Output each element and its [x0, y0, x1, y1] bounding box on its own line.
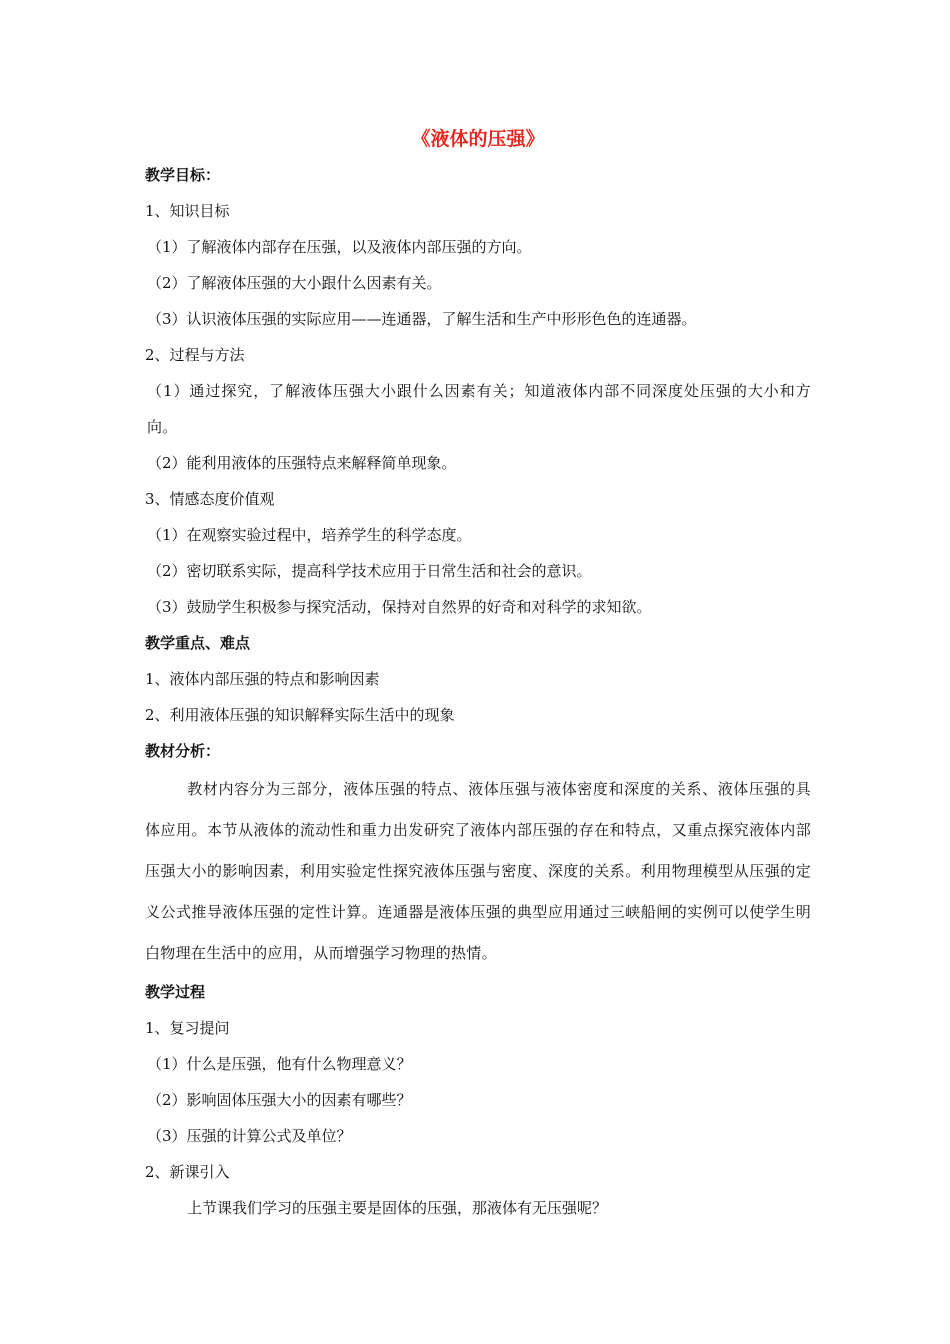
process-heading: 2、过程与方法: [145, 346, 245, 364]
analysis-heading: 教材分析：: [145, 742, 221, 760]
emotion-item: （1）在观察实验过程中，培养学生的科学态度。: [147, 526, 472, 544]
key-points-heading: 教学重点、难点: [145, 634, 251, 652]
review-item: （2）影响固体压强大小的因素有哪些？: [147, 1091, 412, 1109]
key-point-item: 1、液体内部压强的特点和影响因素: [145, 670, 380, 688]
process-item: （2）能利用液体的压强特点来解释简单现象。: [147, 454, 457, 472]
emotion-item: （3）鼓励学生积极参与探究活动，保持对自然界的好奇和对科学的求知欲。: [147, 598, 652, 616]
knowledge-item: （3）认识液体压强的实际应用——连通器，了解生活和生产中形形色色的连通器。: [147, 310, 697, 328]
knowledge-item: （1）了解液体内部存在压强，以及液体内部压强的方向。: [147, 238, 532, 256]
process-item: （1）通过探究，了解液体压强大小跟什么因素有关；知道液体内部不同深度处压强的大小和方向。: [147, 382, 811, 436]
intro-heading: 2、新课引入: [145, 1163, 230, 1181]
knowledge-heading: 1、知识目标: [145, 202, 230, 220]
document-title: 《液体的压强》: [411, 128, 545, 150]
review-heading: 1、复习提问: [145, 1019, 230, 1037]
analysis-paragraph: [145, 769, 811, 974]
procedure-heading: 教学过程: [145, 983, 206, 1001]
analysis-text: 教材内容分为三部分，液体压强的特点、液体压强与液体密度和深度的关系、液体压强的具体应用。本节从液体的流动性和重力出发研究了液体内部压强的存在和特点，又重点探究液体内部压强大小的影响因素，利用实验定性探究液体压强与密度、深度的关系。利用物理模型从压强的定义公式推导液体压强的定性计算。连通器是液体压强的典型应用通过三峡船闸的实例可以使学生明白物理在生活中的应用，从而增强学习物理的热情。: [145, 780, 811, 962]
intro-text: 上节课我们学习的压强主要是固体的压强，那液体有无压强呢？: [187, 1199, 608, 1217]
document-body: [145, 124, 811, 1226]
objectives-heading: 教学目标：: [145, 166, 221, 184]
review-item: （3）压强的计算公式及单位？: [147, 1127, 352, 1145]
review-item: （1）什么是压强，他有什么物理意义？: [147, 1055, 412, 1073]
emotion-item: （2）密切联系实际，提高科学技术应用于日常生活和社会的意识。: [147, 562, 592, 580]
emotion-heading: 3、情感态度价值观: [145, 490, 275, 508]
knowledge-item: （2）了解液体压强的大小跟什么因素有关。: [147, 274, 442, 292]
key-point-item: 2、利用液体压强的知识解释实际生活中的现象: [145, 706, 455, 724]
